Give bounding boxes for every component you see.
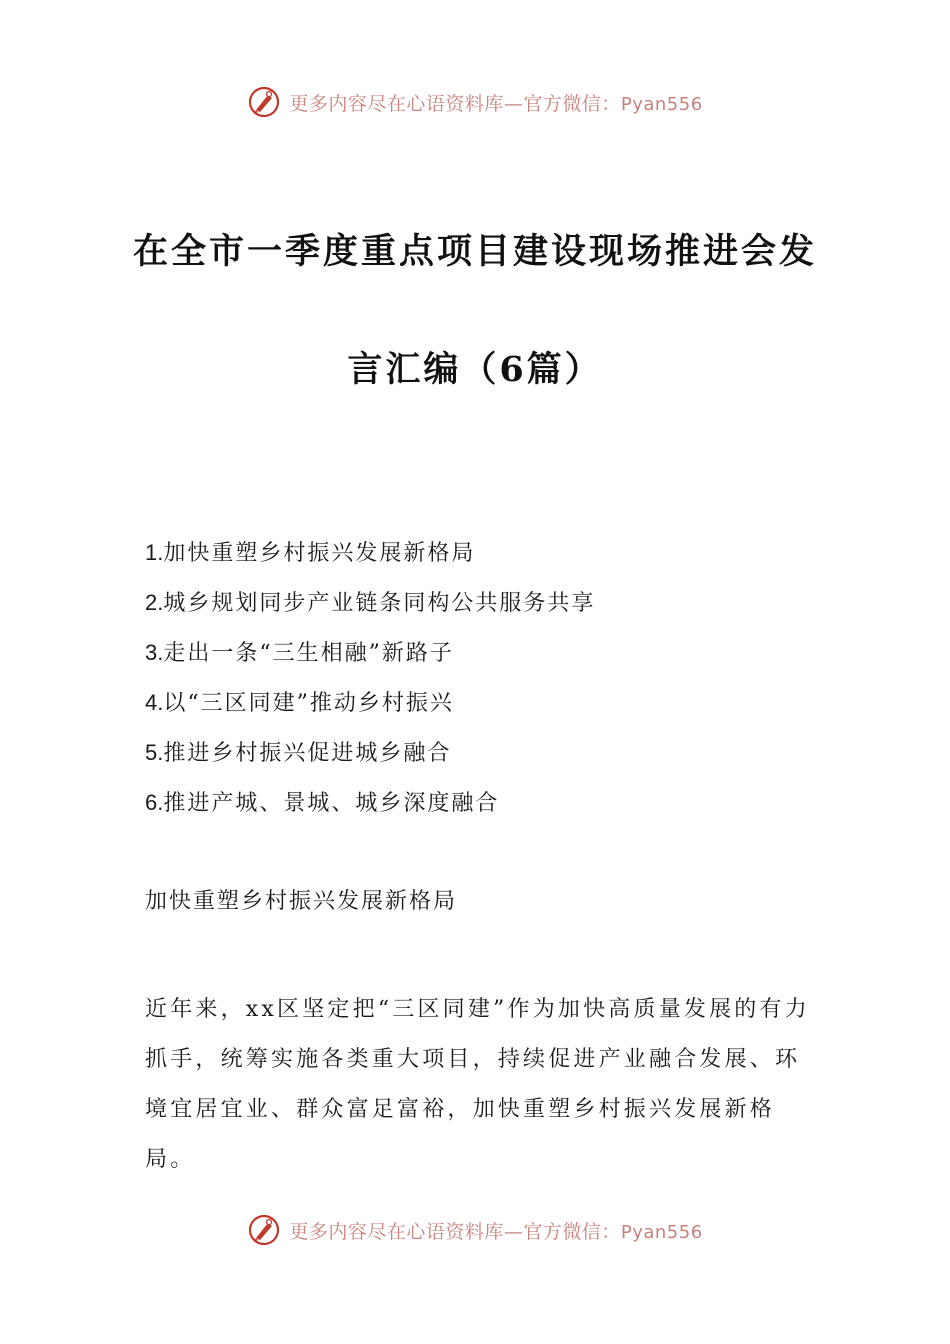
watermark-text <box>289 1217 702 1244</box>
watermark-wechat-id: Pyan556 <box>620 93 703 115</box>
toc-item-number: 3. <box>145 640 164 665</box>
watermark-text-cn: 更多内容尽在心语资料库—官方微信： <box>289 92 621 115</box>
toc-item-number: 6. <box>145 790 164 815</box>
toc-item-number: 4. <box>145 690 164 715</box>
toc-item-text: 以“三区同建”推动乡村振兴 <box>163 691 454 716</box>
document-title-line-2: 言汇编（6篇） <box>347 349 603 390</box>
watermark-wechat-id: Pyan556 <box>620 1221 703 1243</box>
table-of-contents <box>145 536 595 836</box>
toc-item <box>145 786 595 836</box>
toc-item-number: 5. <box>145 740 164 765</box>
watermark-text-cn: 更多内容尽在心语资料库—官方微信： <box>289 1220 621 1243</box>
toc-item-number: 1. <box>145 540 164 565</box>
toc-item-text: 加快重塑乡村振兴发展新格局 <box>163 541 476 566</box>
toc-item-number: 2. <box>145 590 164 615</box>
watermark-text <box>289 89 702 116</box>
watermark-header <box>0 82 950 122</box>
section-heading: 加快重塑乡村振兴发展新格局 <box>145 889 458 914</box>
toc-item-text: 走出一条“三生相融”新路子 <box>163 641 454 666</box>
watermark-footer <box>0 1210 950 1250</box>
document-title-line-1: 在全市一季度重点项目建设现场推进会发 <box>132 231 817 272</box>
toc-item <box>145 636 595 686</box>
toc-item <box>145 686 595 736</box>
toc-item-text: 推进产城、景城、城乡深度融合 <box>163 791 500 816</box>
pen-nib-circle-icon <box>247 1213 281 1247</box>
toc-item <box>145 586 595 636</box>
toc-item <box>145 736 595 786</box>
body-paragraph: 近年来，xx区坚定把“三区同建”作为加快高质量发展的有力抓手，统筹实施各类重大项目，持续促进产业融合发展、环境宜居宜业、群众富足富裕，加快重塑乡村振兴发展新格局。 <box>145 997 810 1172</box>
toc-item-text: 推进乡村振兴促进城乡融合 <box>163 741 452 766</box>
toc-item <box>145 536 595 586</box>
toc-item-text: 城乡规划同步产业链条同构公共服务共享 <box>163 591 596 616</box>
pen-nib-circle-icon <box>247 85 281 119</box>
